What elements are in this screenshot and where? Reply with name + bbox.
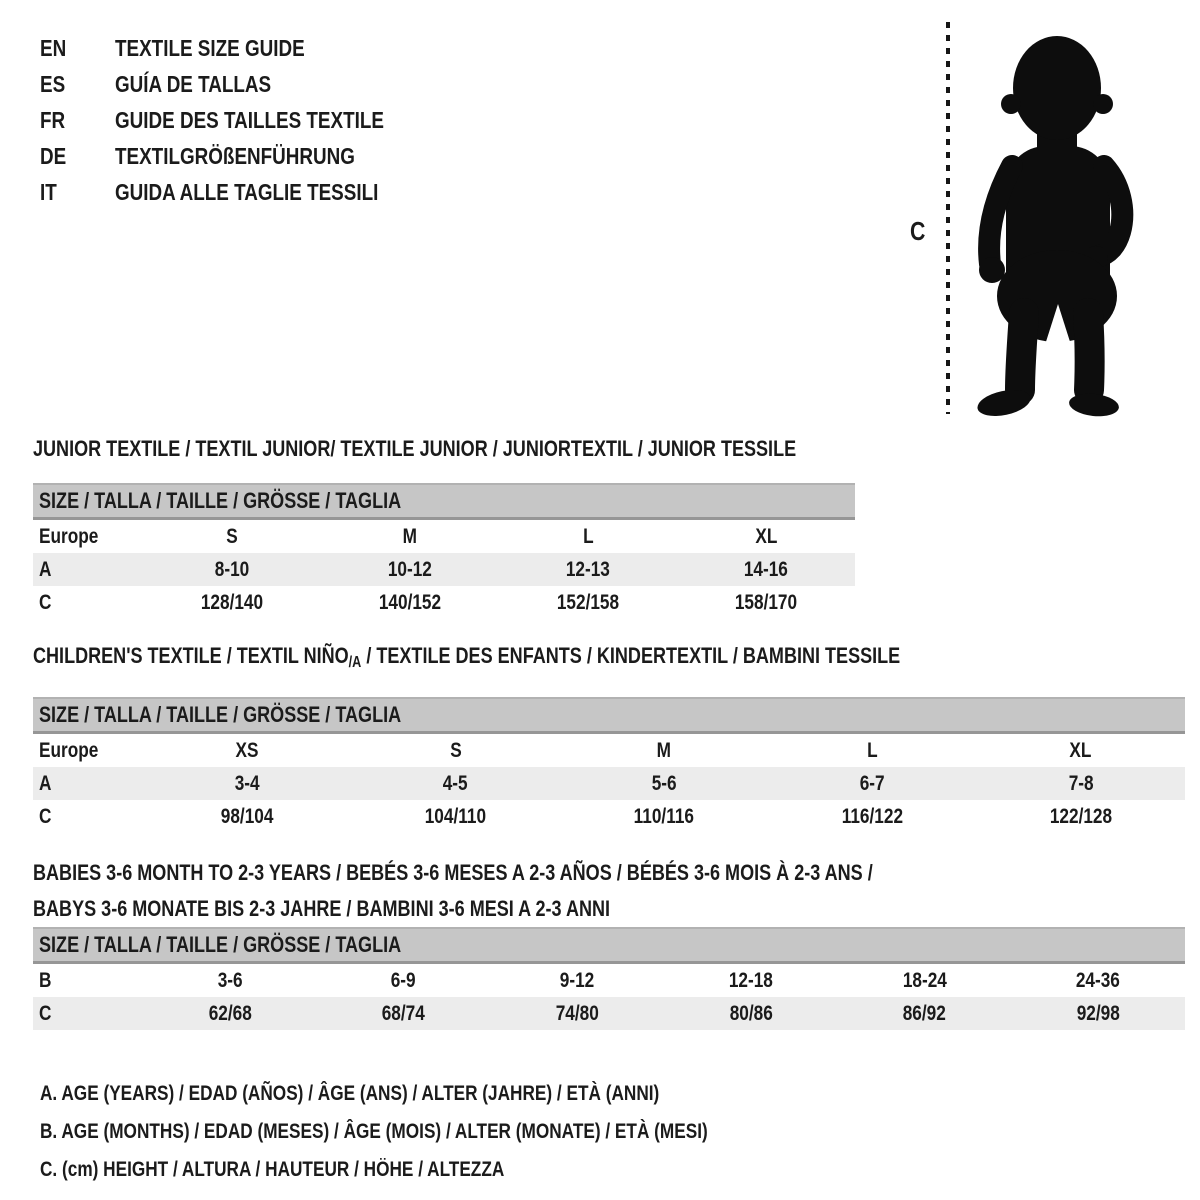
row-label: C: [39, 1001, 52, 1025]
size-cell: 122/128: [1049, 804, 1112, 828]
language-row-es: [40, 66, 443, 102]
language-row-it: [40, 174, 443, 210]
size-cell: XL: [1069, 738, 1092, 762]
table-row: [33, 734, 1185, 767]
size-cell: 158/170: [734, 590, 798, 614]
row-label: A: [39, 557, 52, 581]
size-cell: 7-8: [1068, 771, 1094, 795]
row-label: Europe: [39, 524, 99, 548]
table-row: [33, 800, 1185, 833]
table-row: [33, 767, 1185, 800]
language-label: GUÍA DE TALLAS: [115, 71, 272, 97]
table-row: [33, 964, 1185, 997]
size-cell: 68/74: [381, 1001, 426, 1025]
size-cell: 10-12: [387, 557, 433, 581]
language-row-fr: [40, 102, 443, 138]
size-cell: S: [449, 738, 462, 762]
table-row: [33, 553, 855, 586]
size-cell: 5-6: [651, 771, 677, 795]
size-cell: 62/68: [208, 1001, 252, 1025]
babies-textile-table: [33, 855, 1185, 1030]
table-title: JUNIOR TEXTILE / TEXTIL JUNIOR/ TEXTILE JUNIOR / JUNIORTEXTIL / JUNIOR TESSILE: [33, 436, 797, 461]
size-cell: 98/104: [220, 804, 274, 828]
size-cell: 12-18: [728, 968, 773, 992]
size-cell: 12-13: [565, 557, 611, 581]
size-cell: XS: [235, 738, 259, 762]
row-label: B: [39, 968, 52, 992]
size-cell: 24-36: [1076, 968, 1121, 992]
row-label: Europe: [39, 738, 99, 762]
size-cell: 4-5: [443, 771, 469, 795]
language-code: ES: [40, 71, 66, 97]
size-cell: M: [402, 524, 418, 548]
size-cell: 116/122: [841, 804, 904, 828]
legend-line-a: A. AGE (YEARS) / EDAD (AÑOS) / ÂGE (ANS) / ALTER (JAHRE) / ETÀ (ANNI): [40, 1082, 660, 1105]
size-cell: L: [582, 524, 594, 548]
language-code: DE: [40, 143, 67, 169]
row-label: C: [39, 804, 52, 828]
size-cell: 140/152: [378, 590, 442, 614]
table-row: [33, 586, 855, 619]
row-label: C: [39, 590, 52, 614]
title-subscript: /A: [348, 654, 362, 671]
size-cell: 128/140: [200, 590, 264, 614]
size-cell: 8-10: [214, 557, 250, 581]
measure-label-c: C: [910, 216, 926, 246]
size-cell: M: [656, 738, 672, 762]
language-guide: [40, 30, 443, 210]
size-cell: 74/80: [555, 1001, 599, 1025]
table-title: CHILDREN'S TEXTILE / TEXTIL NIÑO/A / TEXTILE DES ENFANTS / KINDERTEXTIL / BAMBINI TESSILE: [33, 643, 901, 671]
legend-line-c: C. (cm) HEIGHT / ALTURA / HAUTEUR / HÖHE / ALTEZZA: [40, 1158, 505, 1181]
language-code: EN: [40, 35, 67, 61]
size-cell: 18-24: [902, 968, 947, 992]
size-cell: 14-16: [743, 557, 789, 581]
size-cell: 80/86: [729, 1001, 773, 1025]
size-header-band: SIZE / TALLA / TAILLE / GRÖSSE / TAGLIA: [33, 927, 1185, 964]
size-cell: 110/116: [633, 804, 695, 828]
size-cell: 3-6: [217, 968, 243, 992]
size-cell: 9-12: [559, 968, 595, 992]
measurement-legend: [40, 1075, 854, 1189]
size-cell: 6-7: [859, 771, 885, 795]
language-code: FR: [40, 107, 66, 133]
language-code: IT: [40, 179, 57, 205]
table-title: BABIES 3-6 MONTH TO 2-3 YEARS / BEBÉS 3-6 MESES A 2-3 AÑOS / BÉBÉS 3-6 MOIS À 2-3 ANS / BABYS 3-6 MONATE BIS 2-3 JAHRE / BAMBINI 3-6 MESI A 2-3 ANNI: [33, 860, 873, 921]
toddler-silhouette-icon: [962, 18, 1142, 418]
table-row: [33, 997, 1185, 1030]
childrens-textile-table: [33, 644, 1185, 833]
size-cell: 104/110: [424, 804, 487, 828]
size-header-band: SIZE / TALLA / TAILLE / GRÖSSE / TAGLIA: [33, 697, 1185, 734]
table-row: [33, 520, 855, 553]
size-cell: 92/98: [1076, 1001, 1120, 1025]
language-label: TEXTILE SIZE GUIDE: [115, 35, 305, 61]
size-cell: 3-4: [234, 771, 260, 795]
language-label: TEXTILGRÖßENFÜHRUNG: [115, 143, 355, 169]
language-label: GUIDA ALLE TAGLIE TESSILI: [115, 179, 379, 205]
junior-textile-table: [33, 437, 855, 619]
legend-line-b: B. AGE (MONTHS) / EDAD (MESES) / ÂGE (MOIS) / ALTER (MONATE) / ETÀ (MESI): [40, 1120, 708, 1143]
size-cell: S: [226, 524, 238, 548]
language-row-de: [40, 138, 443, 174]
size-cell: L: [867, 738, 878, 762]
height-measure-dashed-line: [946, 22, 950, 414]
size-cell: 152/158: [556, 590, 620, 614]
language-row-en: [40, 30, 443, 66]
size-cell: 6-9: [391, 968, 416, 992]
size-cell: 86/92: [902, 1001, 947, 1025]
row-label: A: [39, 771, 52, 795]
size-header-band: SIZE / TALLA / TAILLE / GRÖSSE / TAGLIA: [33, 483, 855, 520]
language-label: GUIDE DES TAILLES TEXTILE: [115, 107, 384, 133]
size-cell: XL: [754, 524, 778, 548]
